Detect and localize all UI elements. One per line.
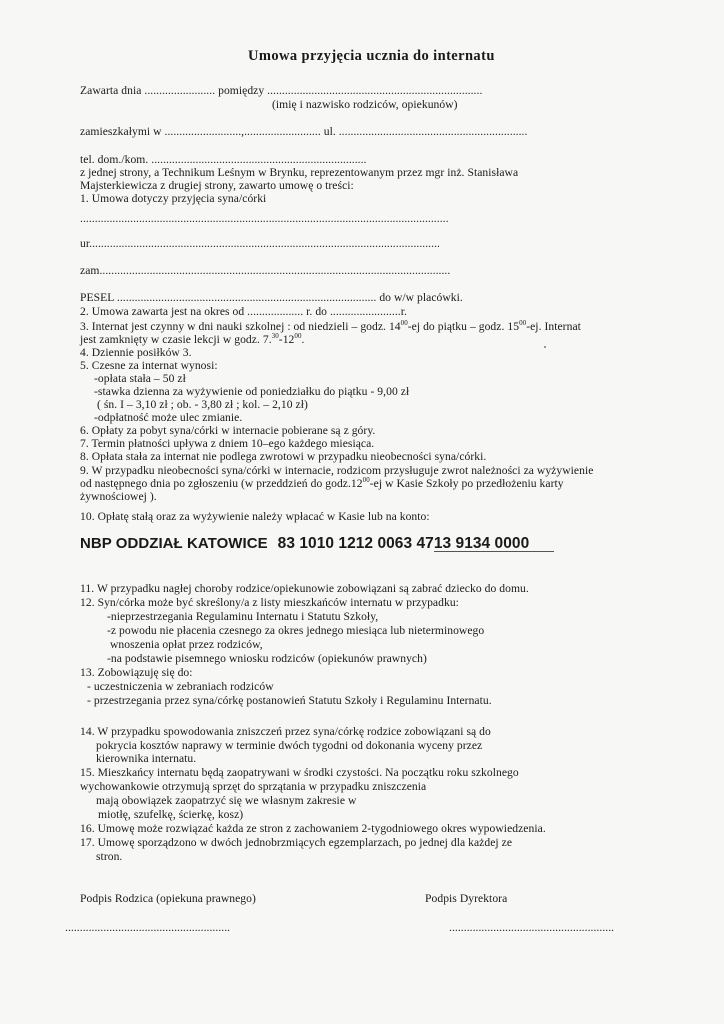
item-5: 5. Czesne za internat wynosi: bbox=[80, 359, 218, 372]
parents-name-label: (imię i nazwisko rodziców, opiekunów) bbox=[272, 98, 458, 111]
director-signature-label: Podpis Dyrektora bbox=[425, 892, 508, 905]
item-13-point-2: - przestrzegania przez syna/córkę postanowień Statutu Szkoły i Regulaminu Internatu. bbox=[87, 694, 492, 707]
field-address: zam....................................................................................................................... bbox=[80, 264, 451, 277]
item-12-reason-2: -z powodu nie płacenia czesnego za okres jednego miesiąca lub nieterminowego bbox=[107, 624, 485, 637]
field-phone: tel. dom./kom. ......................................................................... bbox=[80, 153, 367, 166]
item-5-fee-note: -odpłatność może ulec zmianie. bbox=[94, 411, 243, 424]
item-4: 4. Dziennie posiłków 3. bbox=[80, 346, 192, 359]
document-title: Umowa przyjęcia ucznia do internatu bbox=[248, 48, 495, 64]
bank-name: NBP ODDZIAŁ KATOWICE bbox=[80, 535, 268, 552]
item-12: 12. Syn/córka może być skreślony/a z listy mieszkańców internatu w przypadku: bbox=[80, 596, 459, 609]
bank-account-number: 83 1010 1212 0063 4713 9134 0000 bbox=[277, 535, 530, 552]
item-12-reason-3: -na podstawie pisemnego wniosku rodziców (opiekunów prawnych) bbox=[107, 652, 427, 665]
item-16: 16. Umowę może rozwiązać każda ze stron z zachowaniem 2-tygodniowego okres wypowiedzenia. bbox=[80, 822, 546, 835]
item-15-line-3: mają obowiązek zaopatrzyć się we własnym zakresie w bbox=[96, 794, 357, 807]
director-signature-line: ........................................................ bbox=[449, 921, 615, 934]
item-5-fee-daily: -stawka dzienna za wyżywienie od poniedziałku do piątku - 9,00 zł bbox=[94, 385, 410, 398]
item-5-fee-breakdown: ( śn. I – 3,10 zł ; ob. - 3,80 zł ; kol. – 2,10 zł) bbox=[97, 398, 308, 411]
item-6: 6. Opłaty za pobyt syna/córki w internacie pobierane są z góry. bbox=[80, 424, 376, 437]
item-3-line-1: 3. Internat jest czynny w dni nauki szkolnej : od niedzieli – godz. $14^{00}-ej$ do piątku – godz. $15^{00}-ej$. Internat bbox=[80, 319, 581, 333]
field-concluded-on: Zawarta dnia ........................ pomiędzy ......................................................................... bbox=[80, 84, 483, 97]
item-14-line-2: pokrycia kosztów naprawy w terminie dwóch tygodni od dokonania wyceny przez bbox=[96, 739, 483, 752]
item-3-line-2: jest zamknięty w czasie lekcji w godz. $7.30-12^{00}$. bbox=[80, 332, 305, 346]
divider-line bbox=[434, 551, 554, 552]
item-8: 8. Opłata stała za internat nie podlega zwrotowi w przypadku nieobecności syna/córki. bbox=[80, 450, 487, 463]
item-15-line-4: miotłę, szufelkę, ścierkę, kosz) bbox=[98, 808, 244, 821]
item-14-line-1: 14. W przypadku spowodowania zniszczeń przez syna/córkę rodzice zobowiązani są do bbox=[80, 725, 491, 738]
item-17-line-1: 17. Umowę sporządzono w dwóch jednobrzmiących egzemplarzach, po jednej dla każdej ze bbox=[80, 836, 513, 849]
party-line-2: Majsterkiewicza z drugiej strony, zawarto umowę o treści: bbox=[80, 179, 354, 192]
item-2: 2. Umowa zawarta jest na okres od ................... r. do ........................r. bbox=[80, 305, 407, 318]
item-11: 11. W przypadku nagłej choroby rodzice/opiekunowie zobowiązani są zabrać dziecko do domu. bbox=[80, 582, 529, 595]
party-line-1: z jednej strony, a Technikum Leśnym w Brynku, reprezentowanym przez mgr inż. Stanisława bbox=[80, 166, 519, 179]
item-14-line-3: kierownika internatu. bbox=[96, 752, 197, 765]
item-1: 1. Umowa dotyczy przyjęcia syna/córki bbox=[80, 192, 267, 205]
item-13-point-1: - uczestniczenia w zebraniach rodziców bbox=[87, 680, 274, 693]
item-10: 10. Opłatę stałą oraz za wyżywienie należy wpłacać w Kasie lub na konto: bbox=[80, 510, 430, 523]
item-9-line-2: od następnego dnia po zgłoszeniu (w przeddzień do $godz.12^{00}-ej$ w Kasie Szkoły po przedłożeniu karty bbox=[80, 476, 564, 490]
item-17-line-2: stron. bbox=[96, 850, 123, 863]
parent-signature-line: ........................................................ bbox=[65, 921, 231, 934]
field-residence: zamieszkałymi w ..........................,.......................... ul. ................................................................ bbox=[80, 125, 528, 138]
field-birth: ur....................................................................................................................... bbox=[80, 237, 440, 250]
field-pesel: PESEL ........................................................................................ do w/w placówki. bbox=[80, 291, 463, 304]
item-15-line-1: 15. Mieszkańcy internatu będą zaopatrywani w środki czystości. Na początku roku szkolnego bbox=[80, 766, 519, 779]
item-12-reason-1: -nieprzestrzegania Regulaminu Internatu i Statutu Szkoły, bbox=[107, 610, 379, 623]
item-5-fee-fixed: -opłata stała – 50 zł bbox=[94, 372, 186, 385]
item-12-reason-2-cont: wnoszenia opłat przez rodziców, bbox=[110, 638, 263, 651]
item-9-line-1: 9. W przypadku nieobecności syna/córki w internacie, rodzicom przysługuje zwrot należności za wyżywienie bbox=[80, 464, 594, 477]
item-7: 7. Termin płatności upływa z dniem 10–ego każdego miesiąca. bbox=[80, 437, 375, 450]
parent-signature-label: Podpis Rodzica (opiekuna prawnego) bbox=[80, 892, 256, 905]
item-9-line-3: żywnościowej ). bbox=[80, 490, 157, 503]
field-student-name: ............................................................................................................................. bbox=[80, 212, 449, 225]
item-15-line-2: wychowankowie otrzymują sprzęt do sprzątania w przypadku zniszczenia bbox=[80, 780, 427, 793]
item-13: 13. Zobowiązuję się do: bbox=[80, 666, 193, 679]
scan-speck bbox=[544, 346, 546, 348]
